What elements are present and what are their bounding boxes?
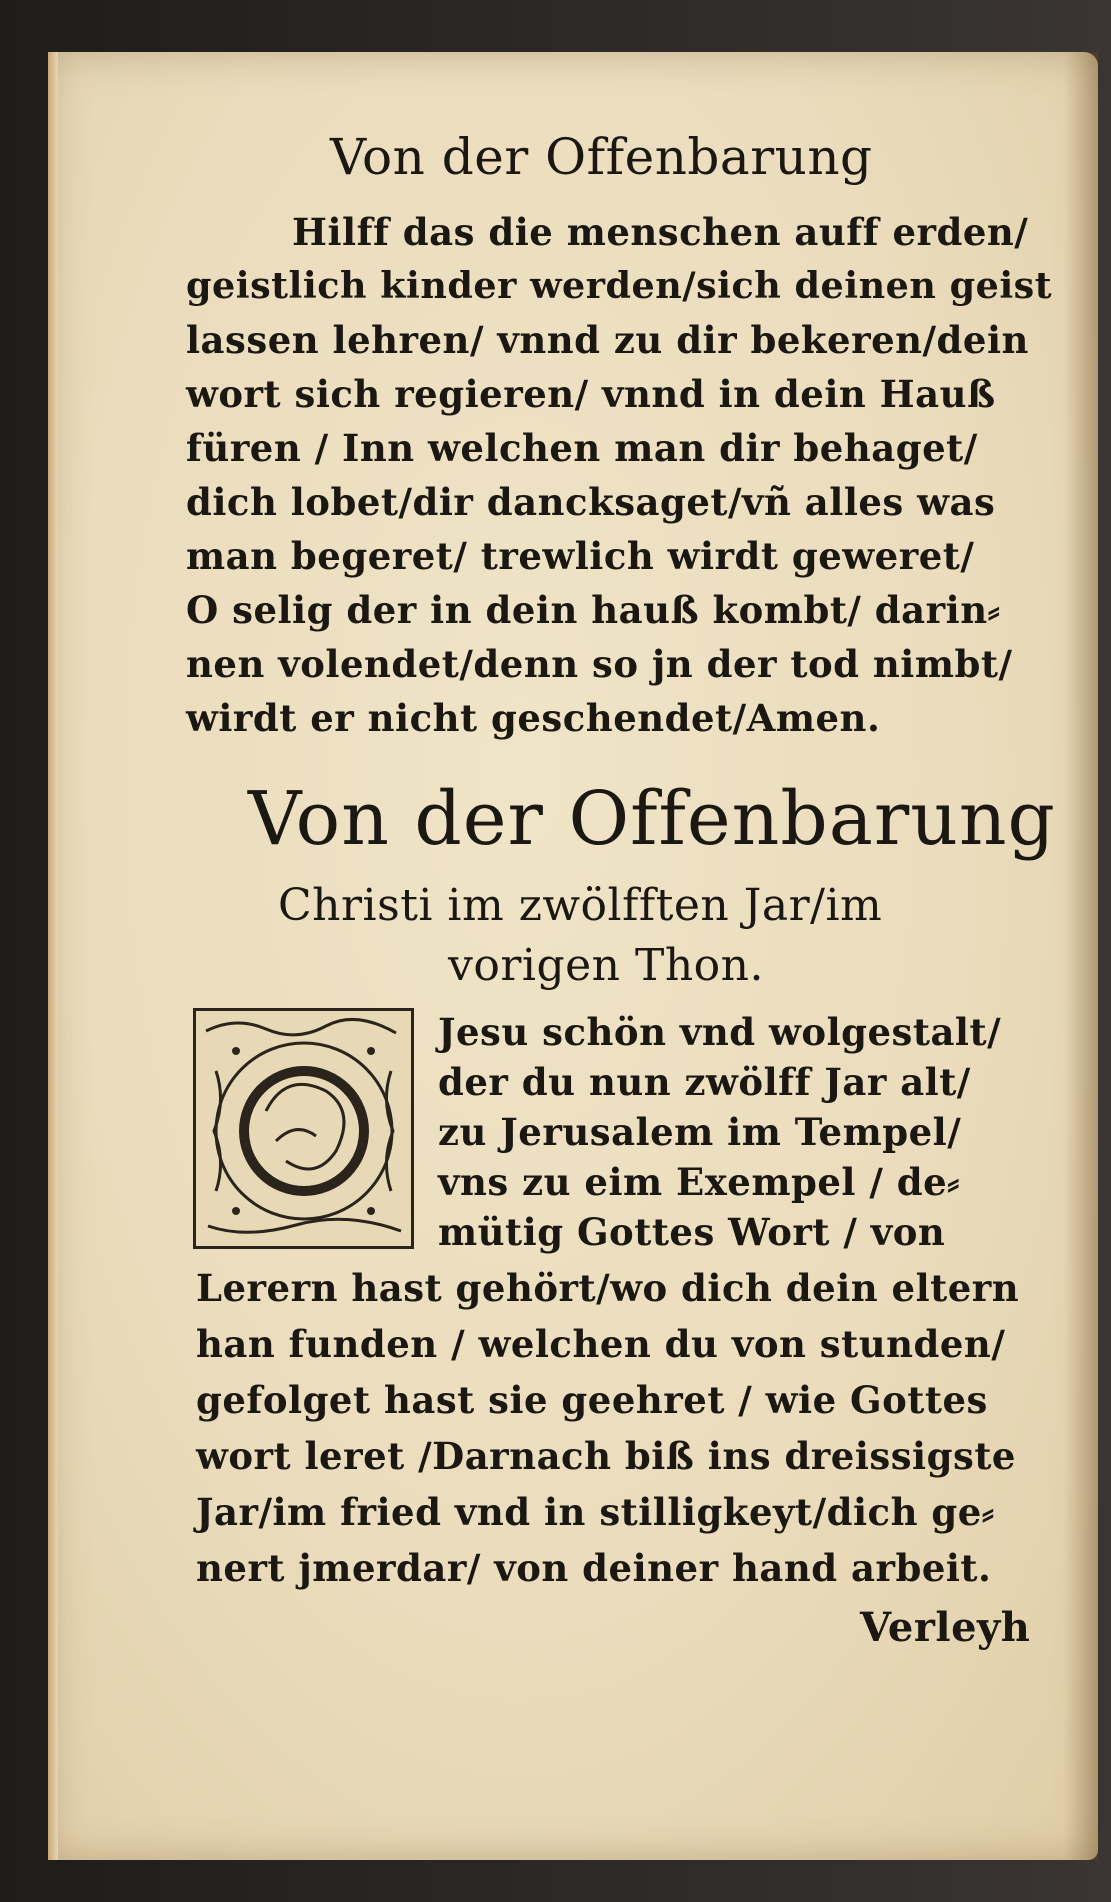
ornament-icon [196, 1011, 411, 1246]
text-line: geistlich kinder werden/sich deinen geist [186, 264, 1053, 307]
text-line: dich lobet/dir dancksaget/vñ alles was [186, 480, 996, 524]
text-line: man begeret/ trewlich wirdt geweret/ [186, 534, 975, 578]
text-line: O selig der in dein hauß kombt/ darin⸗ [186, 588, 1001, 632]
text-line: han funden / welchen du von stunden/ [196, 1322, 1006, 1366]
text-line: nen volendet/denn so jn der tod nimbt/ [186, 642, 1013, 686]
text-line: Hilff das die menschen auff erden/ [292, 210, 1029, 254]
text-line: vns zu eim Exempel / de⸗ [438, 1160, 960, 1204]
text-line: wort leret /Darnach biß ins dreissigste [196, 1434, 1016, 1478]
text-line: wort sich regieren/ vnnd in dein Hauß [186, 372, 996, 416]
subtitle-line: vorigen Thon. [448, 940, 764, 991]
text-line: wirdt er nicht geschendet/Amen. [186, 696, 881, 740]
text-line: füren / Inn welchen man dir behaget/ [186, 426, 978, 470]
text-line: Lerern hast gehört/wo dich dein eltern [196, 1266, 1020, 1310]
text-line: gefolget hast sie geehret / wie Gottes [196, 1378, 988, 1422]
text-line: der du nun zwölff Jar alt/ [438, 1060, 971, 1104]
section-title: Von der Offenbarung [248, 776, 1056, 862]
subtitle-line: Christi im zwölfften Jar/im [278, 880, 883, 931]
text-line: mütig Gottes Wort / von [438, 1210, 946, 1254]
text-line: Jesu schön vnd wolgestalt/ [438, 1010, 1002, 1054]
text-line: Jar/im fried vnd in stilligkeyt/dich ge⸗ [196, 1490, 995, 1534]
text-line: nert jmerdar/ von deiner hand arbeit. [196, 1546, 992, 1590]
running-head: Von der Offenbarung [330, 128, 873, 186]
text-line: lassen lehren/ vnnd zu dir bekeren/dein [186, 318, 1029, 362]
text-line: zu Jerusalem im Tempel/ [438, 1110, 962, 1154]
decorated-initial-o [193, 1008, 414, 1249]
catchword: Verleyh [860, 1604, 1031, 1651]
